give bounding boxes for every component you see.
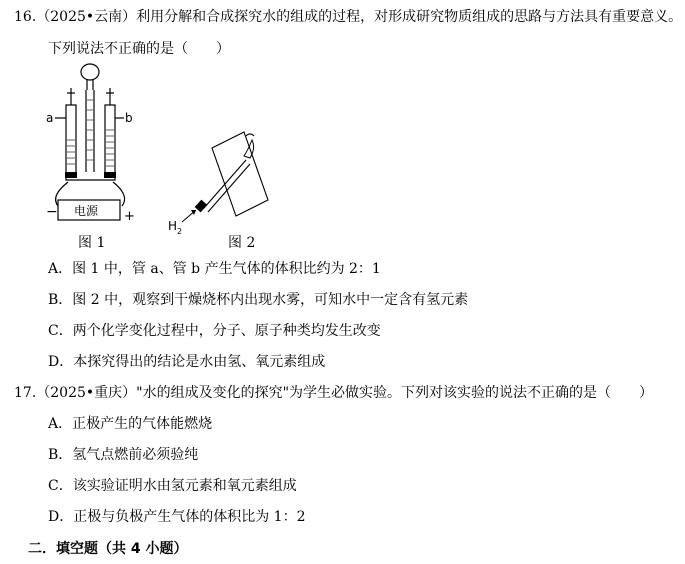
electrode-left <box>65 172 77 178</box>
section-heading: 二．填空题（共 4 小题） <box>28 541 188 557</box>
q16-option-a: A．图 1 中，管 a、管 b 产生气体的体积比约为 2：1 <box>48 261 381 277</box>
figure2-caption: 图 2 <box>228 235 256 251</box>
gas-label: $H_2$ <box>168 219 183 236</box>
nozzle-tube <box>204 160 246 208</box>
q17-option-c: C．该实验证明水由氢元素和氧元素组成 <box>48 478 297 494</box>
figure1-caption: 图 1 <box>78 235 106 251</box>
q17-stem: 17.（2025•重庆）"水的组成及变化的探究"为学生必做实验。下列对该实验的说法不正确的是（ ） <box>14 385 654 401</box>
tube-b <box>105 105 115 173</box>
q16-stem-line2: 下列说法不正确的是（ ） <box>48 41 230 57</box>
electrolysis-apparatus-figure <box>38 60 148 228</box>
power-label: 电源 <box>74 204 99 218</box>
q16-stem-line1: 16.（2025•云南）利用分解和合成探究水的组成的过程，对形成研究物质组成的思路与方法具有重要意义。 <box>14 9 683 25</box>
q16-option-d: D．本探究得出的结论是水由氢、氧元素组成 <box>48 354 326 370</box>
q16-option-b: B．图 2 中，观察到干燥烧杯内出现水雾，可知水中一定含有氢元素 <box>48 292 469 308</box>
q17-option-a: A．正极产生的气体能燃烧 <box>48 416 213 432</box>
tube-b-label: b <box>125 111 133 125</box>
hydrogen-combustion-figure <box>160 130 270 240</box>
q17-option-b: B．氢气点燃前必须验纯 <box>48 447 199 463</box>
q17-option-d: D．正极与负极产生气体的体积比为 1：2 <box>48 509 306 525</box>
tube-a-label: a <box>46 111 54 125</box>
reservoir-bulb <box>81 64 99 80</box>
plus-label: + <box>124 209 135 224</box>
beaker <box>212 132 268 216</box>
tube-a <box>66 105 76 173</box>
q16-option-c: C．两个化学变化过程中，分子、原子种类均发生改变 <box>48 323 381 339</box>
electrode-right <box>104 172 116 178</box>
minus-label: − <box>46 204 58 220</box>
